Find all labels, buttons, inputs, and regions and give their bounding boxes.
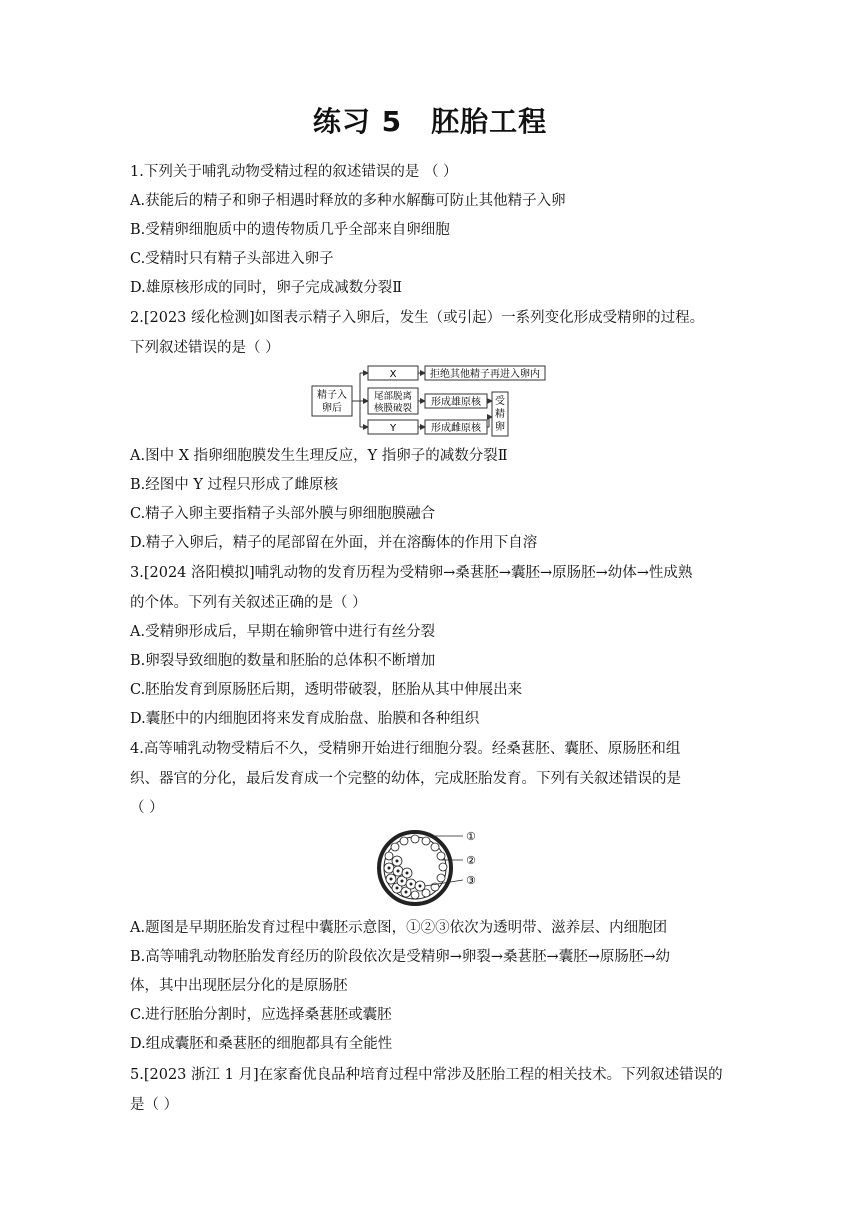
diagram-result-3: 形成雌原核 [431,423,481,434]
q1-option-d: D.雄原核形成的同时，卵子完成减数分裂Ⅱ [130,280,403,296]
q4-option-b-line2: 体，其中出现胚层分化的是原肠胚 [130,978,348,994]
diagram-end-label-2: 精 [495,409,505,420]
q3-option-a: A.受精卵形成后，早期在输卵管中进行有丝分裂 [130,624,436,640]
q3-stem-line1: 3.[2024 洛阳模拟]哺乳动物的发育历程为受精卵→桑葚胚→囊胚→原肠胚→幼体→性成熟 [130,565,693,581]
q3-stem-line2: 的个体。下列有关叙述正确的是（ ） [130,595,367,611]
diagram-start-label-1: 精子入 [317,390,347,401]
q1-option-a: A.获能后的精子和卵子相遇时释放的多种水解酶可防止其他精子入卵 [130,193,566,209]
q3-option-b: B.卵裂导致细胞的数量和胚胎的总体积不断增加 [130,653,436,669]
q2-option-a: A.图中 X 指卵细胞膜发生生理反应，Y 指卵子的减数分裂Ⅱ [130,448,508,464]
q5-stem-line1: 5.[2023 浙江 1 月]在家畜优良品种培育过程中常涉及胚胎工程的相关技术。下列叙述错误的 [130,1067,723,1083]
q2-option-c: C.精子入卵主要指精子头部外膜与卵细胞膜融合 [130,506,436,522]
label-2: ② [466,854,476,867]
q4-option-a: A.题图是早期胚胎发育过程中囊胚示意图，①②③依次为透明带、滋养层、内细胞团 [130,920,668,936]
q2-stem-line1: 2.[2023 绥化检测]如图表示精子入卵后，发生（或引起）一系列变化形成受精卵的过程。 [130,310,705,326]
q5-stem-line2: 是（ ） [130,1097,179,1113]
q4-option-d: D.组成囊胚和桑葚胚的细胞都具有全能性 [130,1036,393,1052]
q1-option-b: B.受精卵细胞质中的遗传物质几乎全部来自卵细胞 [130,222,450,238]
diagram-x-label: X [389,369,397,380]
q1-stem: 1.下列关于哺乳动物受精过程的叙述错误的是 （ ） [130,164,458,180]
q1-option-c: C.受精时只有精子头部进入卵子 [130,251,334,267]
q4-stem-line3: （ ） [130,800,164,816]
q2-option-d: D.精子入卵后，精子的尾部留在外面，并在溶酶体的作用下自溶 [130,535,538,551]
q4-option-b-line1: B.高等哺乳动物胚胎发育经历的阶段依次是受精卵→卵裂→桑葚胚→囊胚→原肠胚→幼 [130,949,671,965]
label-1: ① [466,830,476,843]
q2-flow-diagram [310,362,550,438]
q3-option-c: C.胚胎发育到原肠胚后期，透明带破裂，胚胎从其中伸展出来 [130,682,523,698]
page-title: 练习 5 胚胎工程 [312,105,548,138]
diagram-start-label-2: 卵后 [322,403,342,414]
diagram-mid-label-1: 尾部脱离 [373,391,413,402]
q4-stem-line1: 4.高等哺乳动物受精后不久，受精卵开始进行细胞分裂。经桑葚胚、囊胚、原肠胚和组 [130,741,681,757]
diagram-end-label-1: 受 [495,396,505,407]
diagram-y-label: Y [389,423,397,434]
diagram-end-label-3: 卵 [495,422,505,433]
diagram-mid-label-2: 核膜破裂 [373,403,413,414]
q3-option-d: D.囊胚中的内细胞团将来发育成胎盘、胎膜和各种组织 [130,711,480,727]
blastocyst-diagram [375,828,495,908]
label-3: ③ [466,874,476,887]
q4-stem-line2: 织、器官的分化，最后发育成一个完整的幼体，完成胚胎发育。下列有关叙述错误的是 [130,771,681,787]
diagram-result-2: 形成雄原核 [431,397,481,408]
diagram-result-1: 拒绝其他精子再进入卵内 [430,369,540,380]
q2-option-b: B.经图中 Y 过程只形成了雌原核 [130,477,339,493]
q2-stem-line2: 下列叙述错误的是（ ） [130,340,280,356]
q4-option-c: C.进行胚胎分割时，应选择桑葚胚或囊胚 [130,1007,392,1023]
